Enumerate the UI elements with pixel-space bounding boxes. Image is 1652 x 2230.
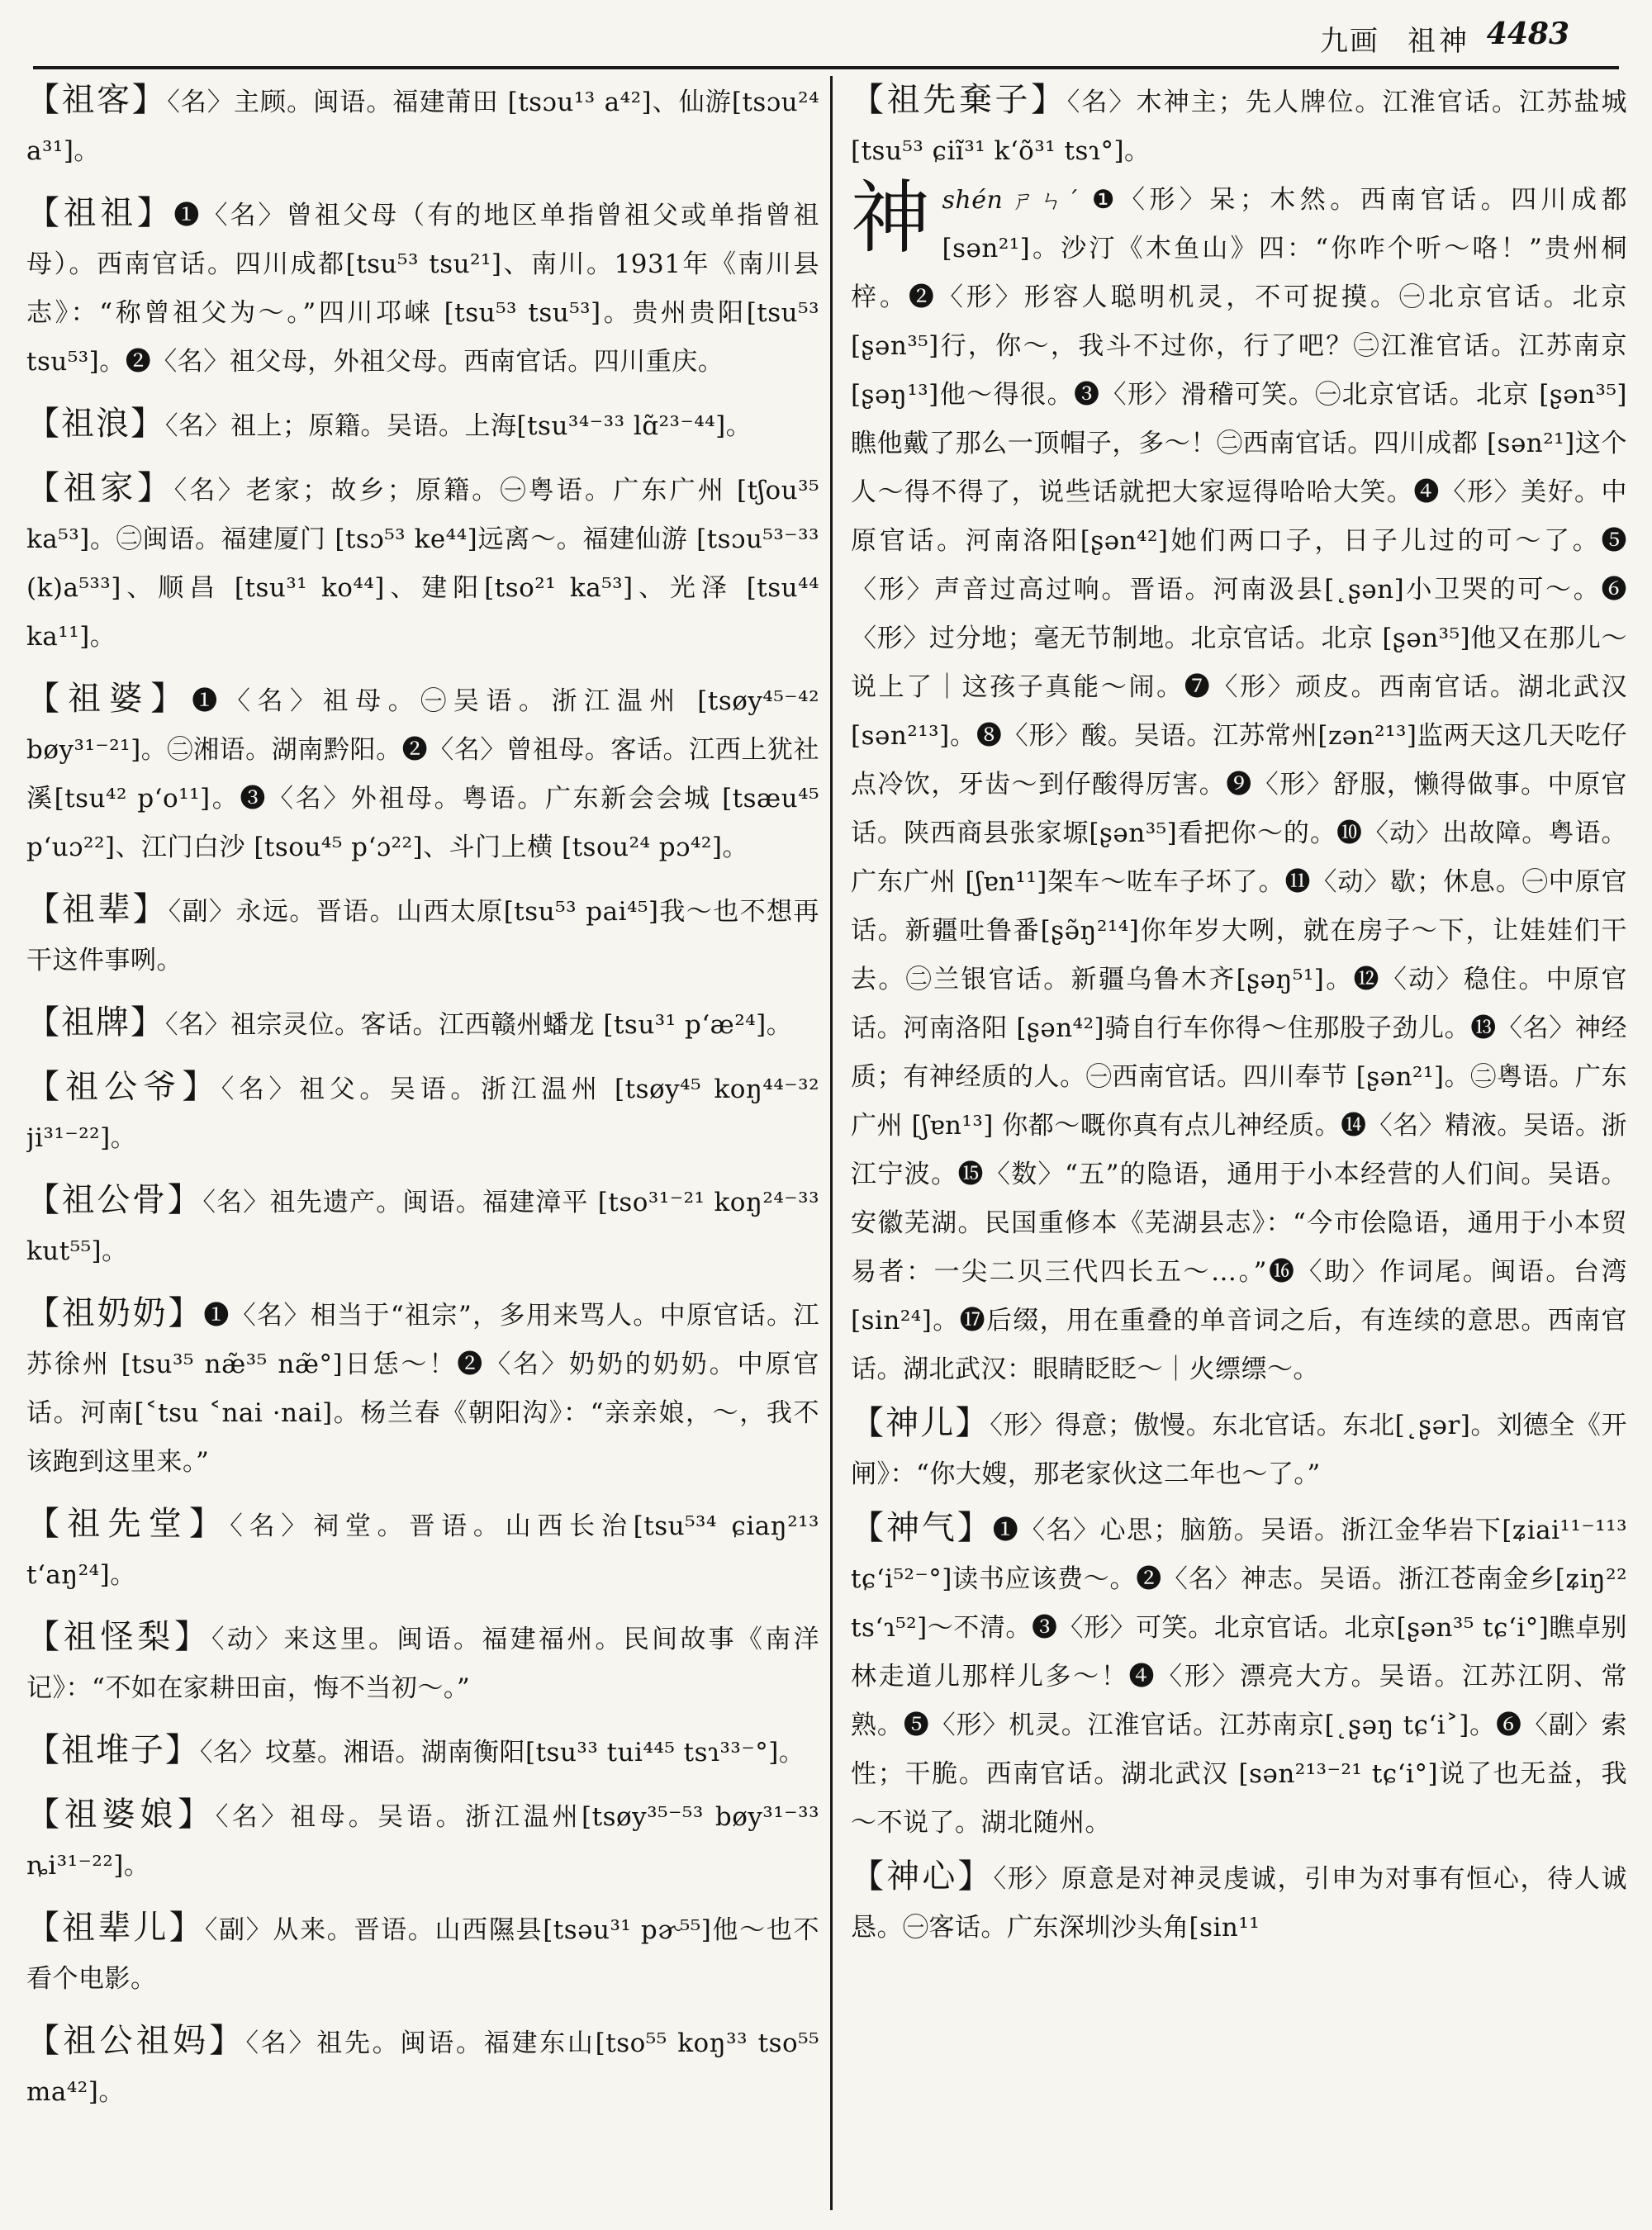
- entry-definition: 〈名〉祖先。闽语。福建东山[tso⁵⁵ koŋ³³ tso⁵⁵ ma⁴²]。: [26, 2028, 819, 2107]
- page-number: 4483: [1486, 17, 1569, 51]
- entry-definition: 〈副〉永远。晋语。山西太原[tsu⁵³ pai⁴⁵]我～也不想再干这件事咧。: [26, 897, 819, 975]
- dictionary-entry: [26, 999, 819, 1050]
- entry-headword: 【祖公爷】: [26, 1068, 221, 1106]
- dictionary-entry: [26, 1500, 819, 1600]
- dictionary-entry: [26, 1726, 819, 1777]
- entry-definition: ❶〈名〉祖母。㊀吴语。浙江温州 [tsøy⁴⁵⁻⁴² bøy³¹⁻²¹]。㊁湘语。湖南黔阳。❷〈名〉曾祖母。客话。江西上犹社溪[tsu⁴² p‘o¹¹]。❸〈名〉外祖母。粤语。广东新会会城 [tsæu⁴⁵ p‘uɔ²²]、江门白沙 [tsou⁴⁵ p‘ɔ²²]、斗门上横 [tsou²⁴ pɔ⁴²]。: [26, 686, 819, 862]
- right-column: [851, 76, 1627, 2220]
- entry-definition: 〈名〉祖母。吴语。浙江温州[tsøy³⁵⁻⁵³ bøy³¹⁻³³ ȵi³¹⁻²²]。: [26, 1802, 819, 1881]
- dictionary-entry: [26, 1289, 819, 1487]
- dictionary-entry: [26, 1904, 819, 2004]
- entry-definition: 〈名〉祖父。吴语。浙江温州 [tsøy⁴⁵ koŋ⁴⁴⁻³² ji³¹⁻²²]。: [26, 1075, 819, 1153]
- dictionary-entry: [26, 885, 819, 985]
- entry-headword: 【祖牌】: [26, 1004, 165, 1041]
- entry-headword: 【祖婆娘】: [26, 1796, 216, 1834]
- entry-headword: 【祖婆】: [26, 680, 192, 718]
- entry-headword: 【祖奶奶】: [26, 1294, 204, 1332]
- entry-definition: 〈名〉祖先遗产。闽语。福建漳平 [tso³¹⁻²¹ koŋ²⁴⁻³³ kut⁵⁵]。: [26, 1188, 819, 1266]
- dictionary-entry: [26, 464, 819, 662]
- entry-headword: 【祖辈】: [26, 890, 169, 928]
- entry-headword: 【祖辈儿】: [26, 1909, 205, 1947]
- entry-definition: 〈形〉原意是对神灵虔诚，引申为对事有恒心，待人诚恳。㊀客话。广东深圳沙头角[sin¹¹: [851, 1864, 1627, 1943]
- entry-headword: 【祖堆子】: [26, 1731, 200, 1769]
- dictionary-entry: [26, 1063, 819, 1163]
- entry-headword: 【祖公骨】: [26, 1181, 203, 1219]
- dictionary-entry: [26, 1613, 819, 1713]
- column-divider: [830, 76, 833, 2210]
- entry-definition: 〈名〉主顾。闽语。福建莆田 [tsɔu¹³ a⁴²]、仙游[tsɔu²⁴ a³¹]。: [26, 88, 819, 166]
- entry-headword: 【祖先堂】: [26, 1505, 230, 1543]
- entry-definition: ❶〈名〉曾祖父母（有的地区单指曾祖父或单指曾祖母）。西南官话。四川成都[tsu⁵³ tsu²¹]、南川。1931年《南川县志》：“称曾祖父为～。”四川邛崃 [tsu⁵³ tsu⁵³]。贵州贵阳[tsu⁵³ tsu⁵³]。❷〈名〉祖父母，外祖父母。西南官话。四川重庆。: [26, 201, 819, 377]
- dictionary-entry: [26, 2017, 819, 2117]
- chapter-label: 九画: [1320, 25, 1379, 58]
- dictionary-entry: [26, 1176, 819, 1276]
- entry-headword: 【祖公祖妈】: [26, 2022, 246, 2060]
- entry-headword: 【祖怪梨】: [26, 1618, 211, 1656]
- entry-definition: 〈名〉木神主；先人牌位。江淮官话。江苏盐城 [tsu⁵³ ɕiĩ³¹ k‘õ³¹ tsɿ°]。: [851, 88, 1627, 166]
- left-column: [26, 76, 819, 2220]
- entry-definition: 〈副〉从来。晋语。山西隰县[tsəu³¹ pɚ⁵⁵]他～也不看个电影。: [26, 1915, 819, 1994]
- dictionary-entry: [851, 76, 1627, 176]
- entry-definition: ❶〈名〉相当于“祖宗”，多用来骂人。中原官话。江苏徐州 [tsu³⁵ næ̃³⁵ næ̃°]日恁～！❷〈名〉奶奶的奶奶。中原官话。河南[˂tsu ˂nai ·nai]。杨兰春《朝阳沟》：“亲亲娘，～，我不该跑到这里来。”: [26, 1301, 819, 1477]
- entry-definition: 〈名〉祖宗灵位。客话。江西赣州蟠龙 [tsu³¹ p‘æ²⁴]。: [165, 1010, 793, 1040]
- entry-definition: 〈形〉得意；傲慢。东北官话。东北[˛ʂər]。刘德全《开闸》：“你大嫂，那老家伙这二年也～了。”: [851, 1411, 1627, 1489]
- main-character: 神: [851, 172, 931, 264]
- dictionary-entry: [26, 189, 819, 387]
- entry-definition: ❶〈形〉呆；木然。西南官话。四川成都[sən²¹]。沙汀《木鱼山》四：“你咋个听～咯！”贵州桐梓。❷〈形〉形容人聪明机灵，不可捉摸。㊀北京官话。北京 [ʂən³⁵]行，你～，我斗不过你，行了吧？㊁江淮官话。江苏南京 [ʂəŋ¹³]他～得很。❸〈形〉滑稽可笑。㊀北京官话。北京 [ʂən³⁵]瞧他戴了那么一顶帽子，多～！㊁西南官话。四川成都 [sən²¹]这个人～得不得了，说些话就把大家逗得哈哈大笑。❹〈形〉美好。中原官话。河南洛阳[ʂən⁴²]她们两口子，日子儿过的可～了。❺〈形〉声音过高过响。晋语。河南汲县[˛ʂən]小卫哭的可～。❻〈形〉过分地；毫无节制地。北京官话。北京 [ʂən³⁵]他又在那儿～说上了｜这孩子真能～闹。❼〈形〉顽皮。西南官话。湖北武汉[sən²¹³]。❽〈形〉酸。吴语。江苏常州[zən²¹³]监两天这几天吃仔点冷饮，牙齿～到仔酸得厉害。❾〈形〉舒服，懒得做事。中原官话。陕西商县张家塬[ʂən³⁵]看把你～的。❿〈动〉出故障。粤语。广东广州 [ʃɐn¹¹]架车～咗车子坏了。⓫〈动〉歇；休息。㊀中原官话。新疆吐鲁番[ʂə̃ŋ²¹⁴]你年岁大咧，就在房子～下，让娃娃们干去。㊁兰银官话。新疆乌鲁木齐[ʂəŋ⁵¹]。⓬〈动〉稳住。中原官话。河南洛阳 [ʂən⁴²]骑自行车你得～住那股子劲儿。⓭〈名〉神经质；有神经质的人。㊀西南官话。四川奉节 [ʂən²¹]。㊁粤语。广东广州 [ʃɐn¹³] 你都～嘅你真有点儿神经质。⓮〈名〉精液。吴语。浙江宁波。⓯〈数〉“五”的隐语，通用于小本经营的人们间。吴语。安徽芜湖。民国重修本《芜湖县志》：“今市侩隐语，通用于小本贸易者：一尖二贝三代四长五～…。”⓰〈助〉作词尾。闽语。台湾 [sin²⁴]。⓱后缀，用在重叠的单音词之后，有连续的意思。西南官话。湖北武汉：眼睛眨眨～｜火缥缥～。: [851, 185, 1627, 1384]
- dictionary-entry: [26, 76, 819, 176]
- entry-headword: 【祖家】: [26, 469, 174, 507]
- character-entry-shen: [851, 172, 1627, 1394]
- dictionary-entry: [26, 1791, 819, 1891]
- entry-definition: 〈名〉祖上；原籍。吴语。上海[tsu³⁴⁻³³ lɑ̃²³⁻⁴⁴]。: [165, 411, 752, 441]
- entry-definition: 〈名〉祠堂。晋语。山西长治[tsu⁵³⁴ ɕiaŋ²¹³ t‘aŋ²⁴]。: [26, 1511, 819, 1590]
- entry-headword: 【祖先棄子】: [851, 81, 1067, 119]
- dictionary-entry: [26, 400, 819, 451]
- page-header: [33, 0, 1619, 69]
- entry-headword: 【祖客】: [26, 81, 168, 119]
- entry-headword: 【祖祖】: [26, 194, 174, 232]
- running-headword: 祖神: [1408, 25, 1470, 58]
- entry-headword: 【神心】: [851, 1858, 994, 1896]
- dictionary-entry: [851, 1853, 1627, 1952]
- entry-headword: 【祖浪】: [26, 405, 165, 443]
- entry-headword: 【神儿】: [851, 1404, 990, 1442]
- zhuyin: ㄕㄣˊ: [1008, 187, 1084, 214]
- dictionary-entry: [851, 1504, 1627, 1848]
- dictionary-entry: [26, 675, 819, 872]
- entry-headword: 【神气】: [851, 1509, 993, 1547]
- entry-definition: 〈名〉老家；故乡；原籍。㊀粤语。广东广州 [tʃou³⁵ ka⁵³]。㊁闽语。福建厦门 [tsɔ⁵³ ke⁴⁴]远离～。福建仙游 [tsɔu⁵³⁻³³ (k)a⁵³³]、顺昌 [tsu³¹ ko⁴⁴]、建阳[tso²¹ ka⁵³]、光泽 [tsu⁴⁴ ka¹¹]。: [26, 476, 819, 652]
- entry-definition: 〈动〉来这里。闽语。福建福州。民间故事《南洋记》：“不如在家耕田亩，悔不当初～。”: [26, 1625, 819, 1703]
- pinyin: shén: [942, 186, 1004, 215]
- entry-definition: ❶〈名〉心思；脑筋。吴语。浙江金华岩下[ʑiai¹¹⁻¹¹³ tɕ‘i⁵²⁻°]读书应该费～。❷〈名〉神志。吴语。浙江苍南金乡[ʑiŋ²² ts‘ɿ⁵²]～不清。❸〈形〉可笑。北京官话。北京[ʂən³⁵ tɕ‘i°]瞧卓别林走道儿那样儿多～！❹〈形〉漂亮大方。吴语。江苏江阴、常熟。❺〈形〉机灵。江淮官话。江苏南京[˛ʂəŋ tɕ‘i˃]。❻〈副〉索性；干脆。西南官话。湖北武汉 [sən²¹³⁻²¹ tɕ‘i°]说了也无益，我～不说了。湖北随州。: [851, 1516, 1627, 1838]
- dictionary-entry: [851, 1399, 1627, 1499]
- entry-definition: 〈名〉坟墓。湘语。湖南衡阳[tsu³³ tui⁴⁴⁵ tsɿ³³⁻°]。: [200, 1738, 805, 1767]
